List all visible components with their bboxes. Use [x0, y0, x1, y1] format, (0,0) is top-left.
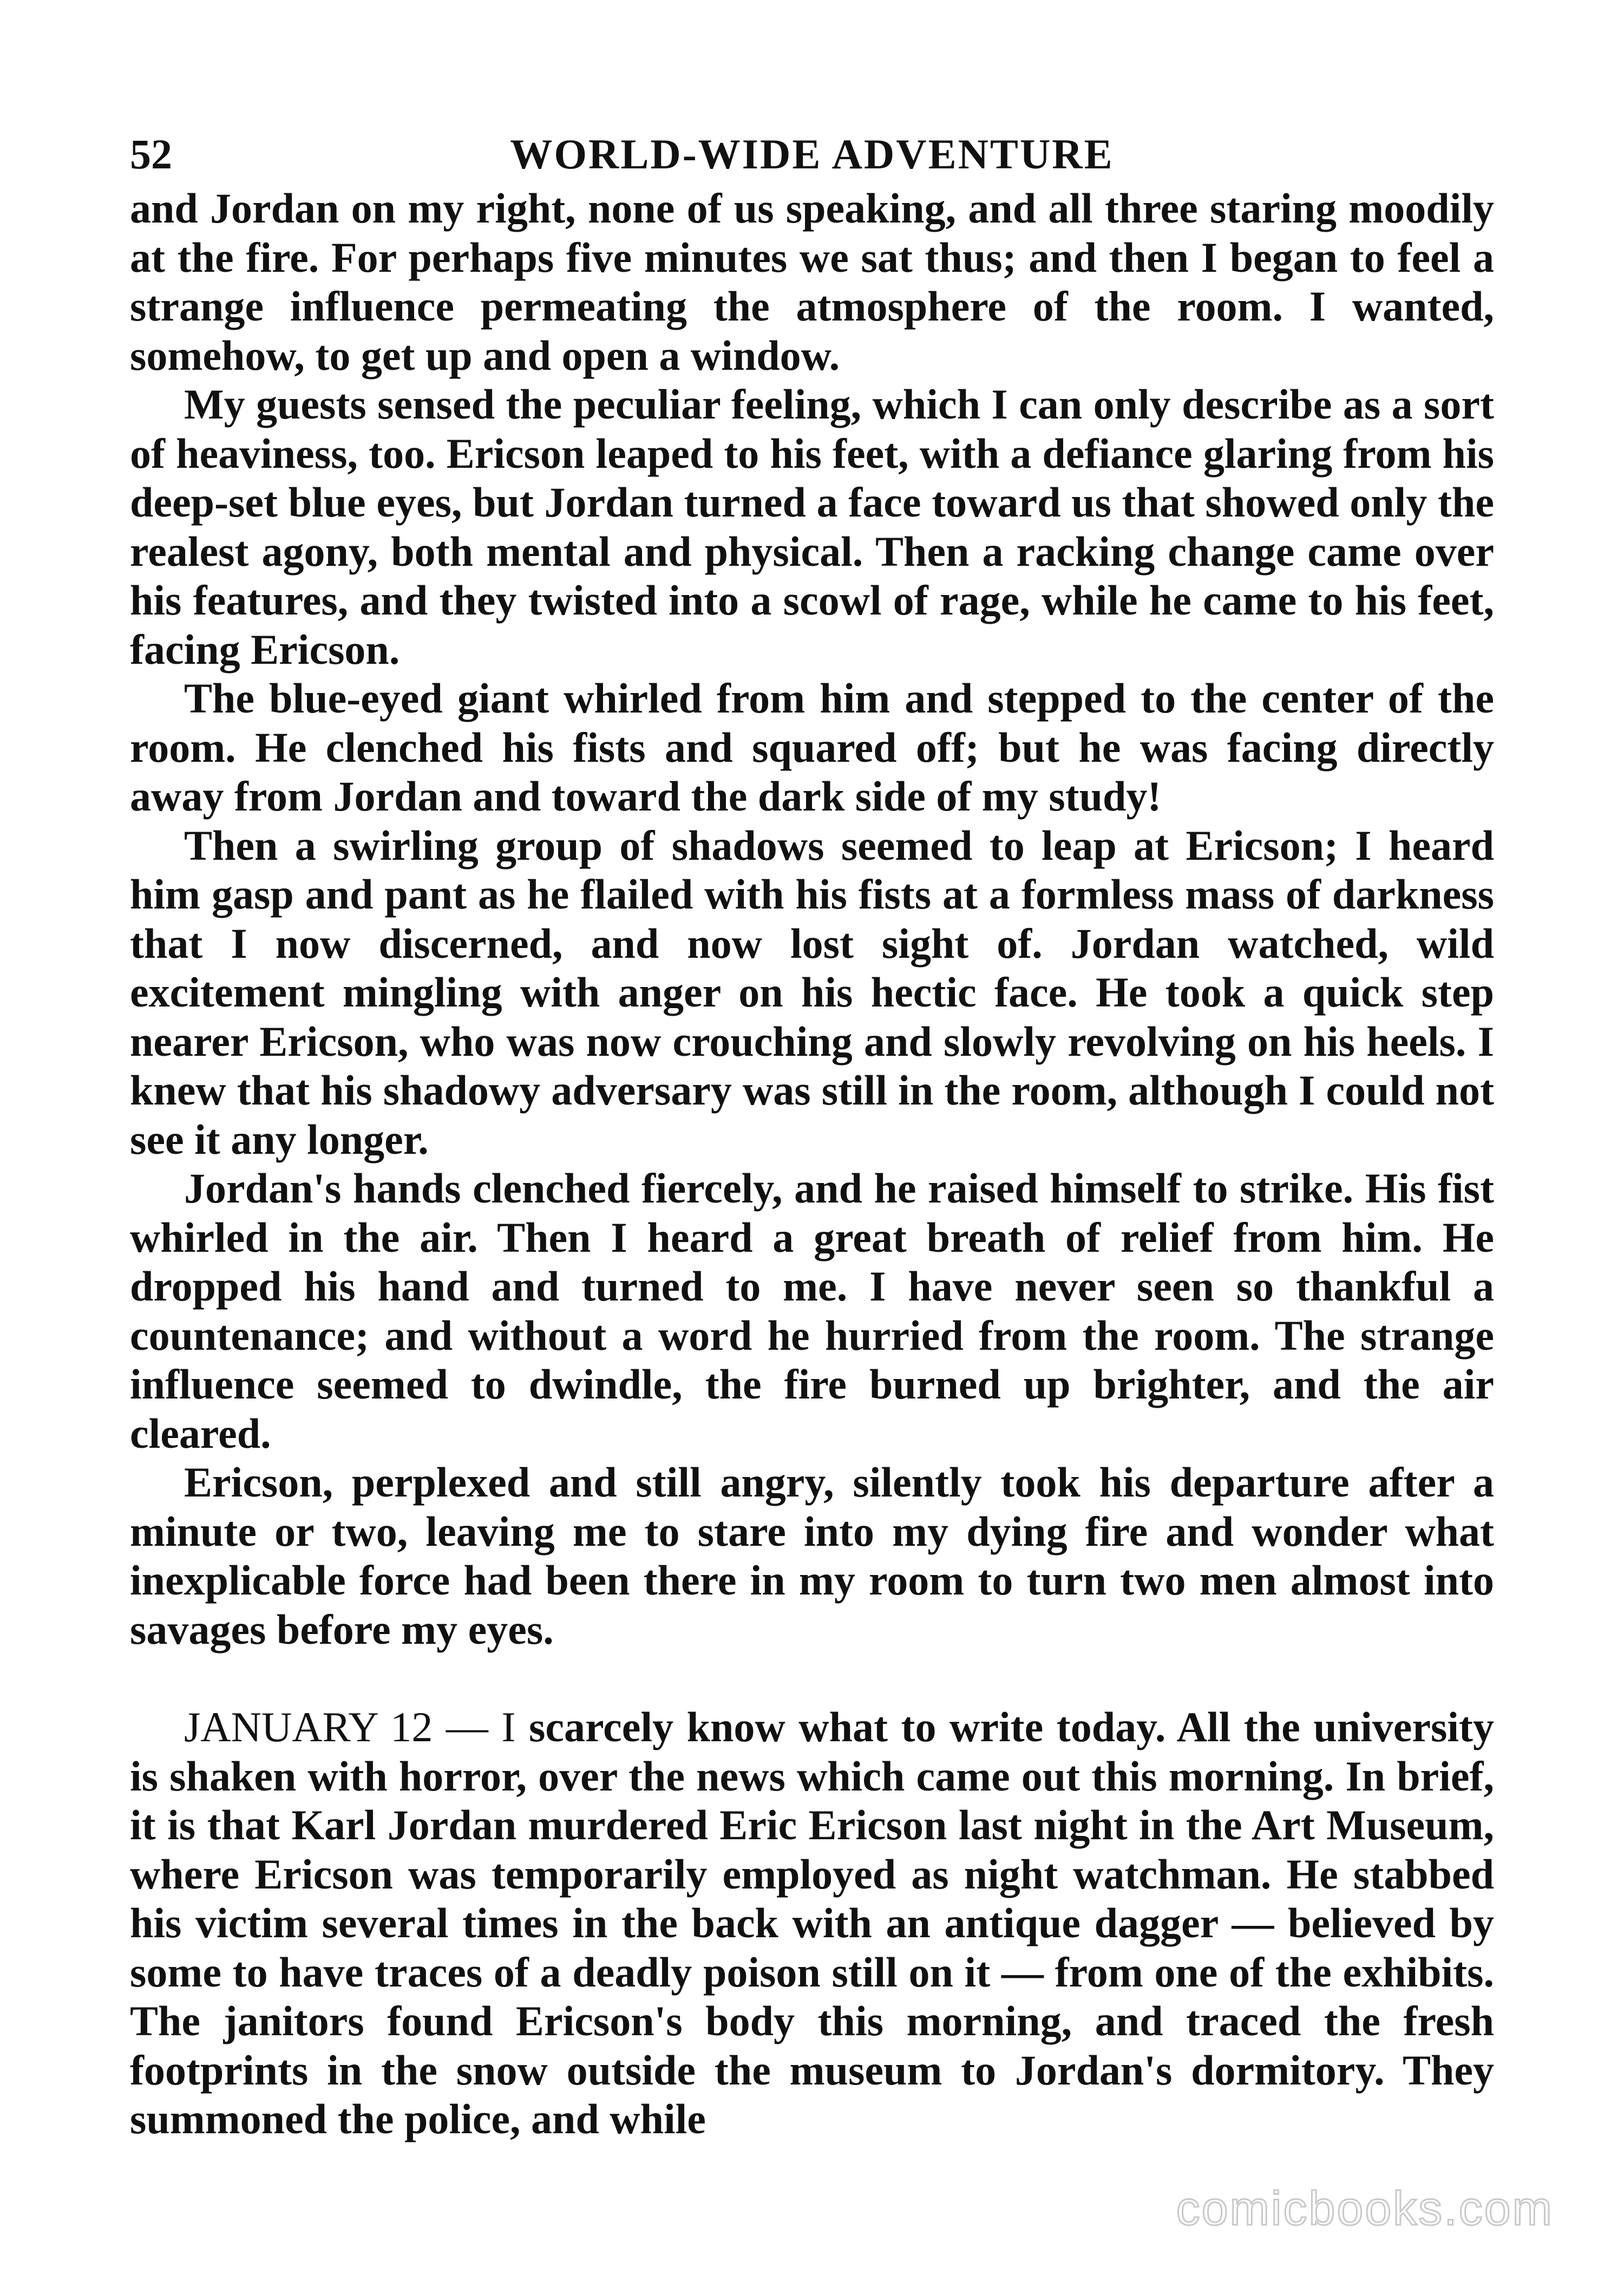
- paragraph: and Jordan on my right, none of us speaking, and all three staring moodily at the fire. For perhaps five minutes we sat thus; and then I began to feel a strange influence permeating the atmosphere of the room. I wanted, somehow, to get up and open a window.: [130, 185, 1494, 379]
- body-text: [130, 184, 1494, 2144]
- entry-date: JANUARY 12 — I: [184, 1703, 516, 1750]
- paragraph: The blue-eyed giant whirled from him and stepped to the center of the room. He clenched his fists and squared off; but he was facing directly away from Jordan and toward the dark side of my study!: [130, 675, 1494, 820]
- paragraph: Then a swirling group of shadows seemed to leap at Ericson; I heard him gasp and pant as he flailed with his fists at a formless mass of darkness that I now discerned, and now lost sight of. Jordan watched, wild excitement mingling with anger on his hectic face. He took a quick step nearer Ericson, who was now crouching and slowly revolving on his heels. I knew that his shadowy adversary was still in the room, although I could not see it any longer.: [130, 821, 1494, 1163]
- paragraph: Ericson, perplexed and still angry, silently took his departure after a minute or two, leaving me to stare into my dying fire and wonder what inexplicable force had been there in my room to turn two men almost into savages before my eyes.: [130, 1459, 1494, 1653]
- page-number: 52: [130, 130, 172, 178]
- paragraph: Jordan's hands clenched fiercely, and he raised himself to strike. His fist whirled in the air. Then I heard a great breath of relief from him. He dropped his hand and turned to me. I have never seen so thankful a countenance; and without a word he hurried from the room. The strange influence seemed to dwindle, the fire burned up brighter, and the air cleared.: [130, 1165, 1494, 1457]
- entry-text: scarcely know what to write today. All the university is shaken with horror, over the news which came out this morning. In brief, it is that Karl Jordan murdered Eric Ericson last night in the Art Museum, where Ericson was temporarily employed as night watchman. He stabbed his victim several times in the back with an antique dagger — believed by some to have traces of a deadly poison still on it — from one of the exhibits. The janitors found Ericson's body this morning, and traced the fresh footprints in the snow outside the museum to Jordan's dormitory. They summoned the police, and while: [130, 1703, 1494, 2142]
- watermark: comicbooks.com: [1176, 2181, 1554, 2235]
- page-header: [130, 125, 1494, 184]
- paragraph: My guests sensed the peculiar feeling, which I can only describe as a sort of heaviness, too. Ericson leaped to his feet, with a defiance glaring from his deep-set blue eyes, but Jordan turned a face toward us that showed only the realest agony, both mental and physical. Then a racking change came over his features, and they twisted into a scowl of rage, while he came to his feet, facing Ericson.: [130, 381, 1494, 673]
- running-title: WORLD-WIDE ADVENTURE: [510, 130, 1114, 178]
- diary-entry: [130, 1703, 1494, 2144]
- book-page: [130, 125, 1494, 2144]
